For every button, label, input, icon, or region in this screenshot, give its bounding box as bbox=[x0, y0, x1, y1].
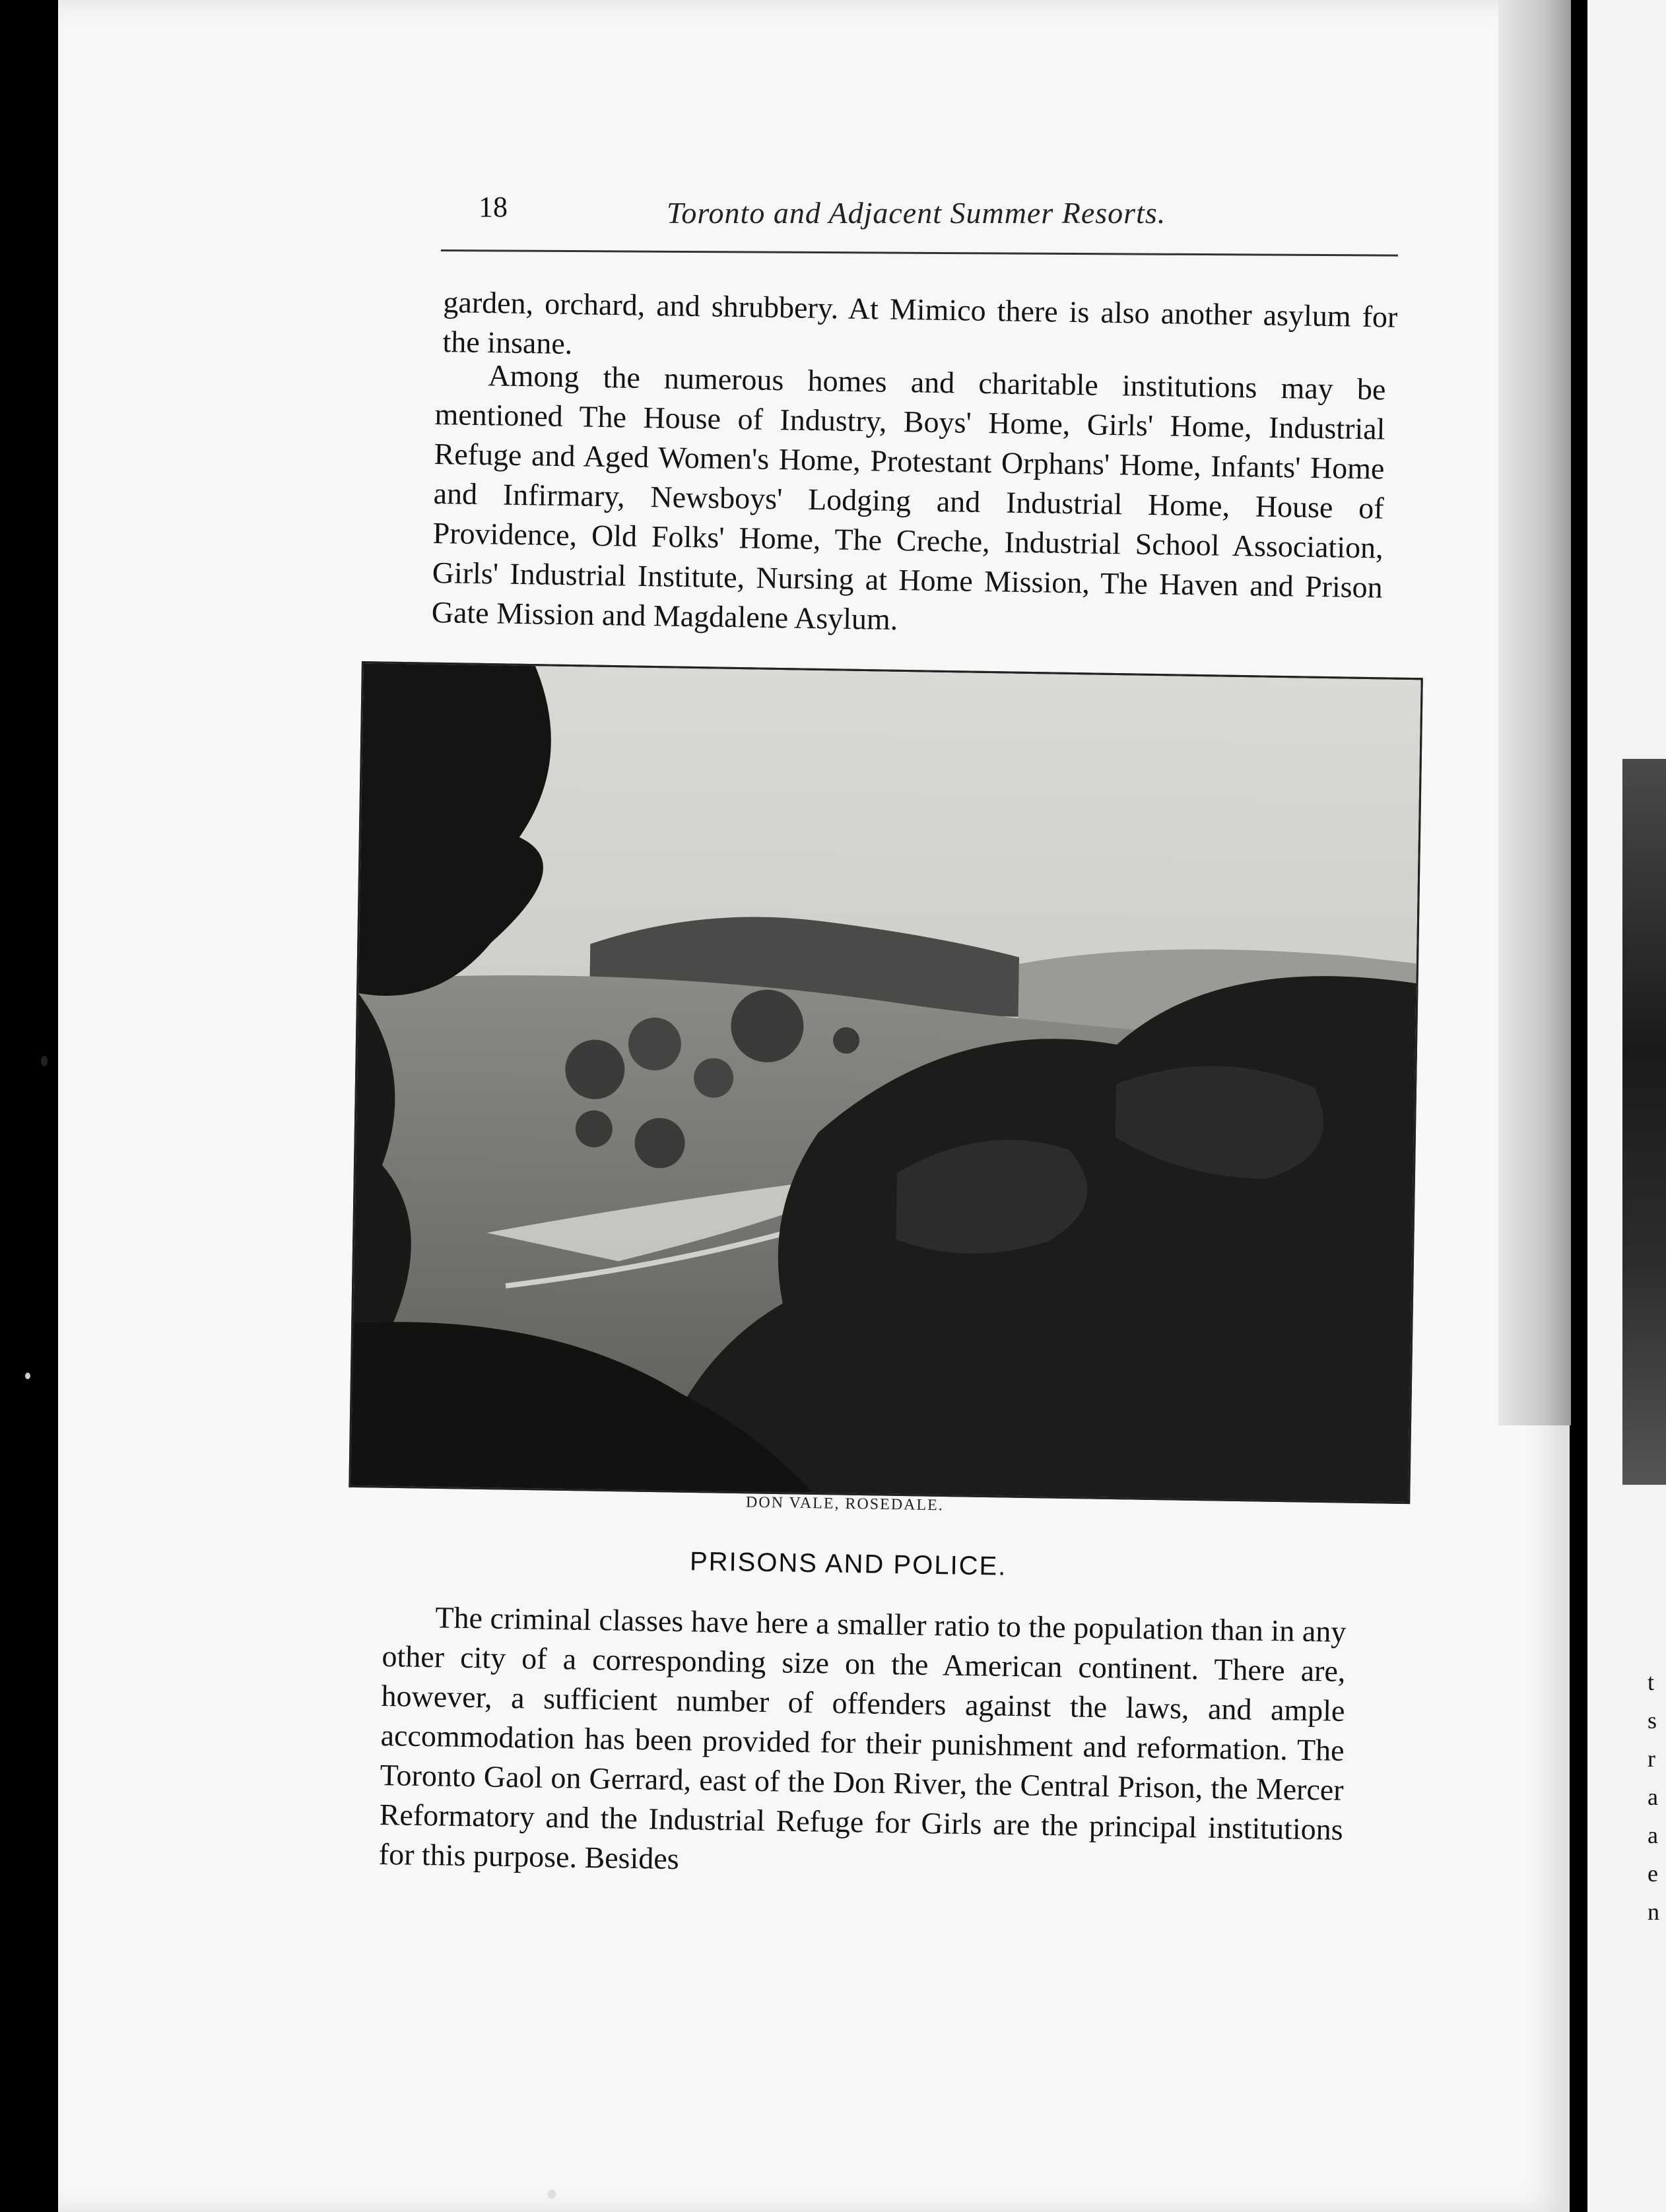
adjacent-letter: s bbox=[1648, 1707, 1657, 1734]
paragraph-2 bbox=[431, 355, 1385, 647]
adjacent-letter: e bbox=[1648, 1860, 1658, 1887]
paragraph-text: The criminal classes have here a smaller ratio to the population than in any other city of a corresponding size on the American continent. There are, however, a sufficient number of offenders against the laws, and ample accommodation has been provided for their punishment and reformation. The Toronto Gaol on Gerrard, east of the Don River, the Central Prison, the Mercer Reformatory and the Industrial Refuge for Girls are the principal institutions for this purpose. Besides bbox=[378, 1600, 1347, 1876]
adjacent-letter: a bbox=[1648, 1822, 1658, 1848]
page-number: 18 bbox=[479, 191, 508, 223]
adjacent-letter: t bbox=[1648, 1669, 1655, 1695]
adjacent-letter: a bbox=[1648, 1784, 1658, 1810]
adjacent-page-photo bbox=[1622, 759, 1666, 1485]
section-heading: PRISONS AND POLICE. bbox=[689, 1547, 1007, 1581]
scan-speck bbox=[548, 2190, 556, 2199]
photo-caption: DON VALE, ROSEDALE. bbox=[745, 1493, 944, 1514]
page-edge-shadow bbox=[1498, 0, 1571, 1425]
paragraph-3 bbox=[378, 1597, 1346, 1889]
running-head: Toronto and Adjacent Summer Resorts. bbox=[667, 196, 1166, 230]
page-header bbox=[479, 183, 1396, 230]
paragraph-text: Among the numerous homes and charitable institutions may be mentioned The House of Industry, Boys' Home, Girls' Home, Industrial Refuge and Aged Women's Home, Protestant Orphans' Home, Infants' Home and Infirmary, Newsboys' Lodging and Industrial Home, House of Providence, Old Folks' Home, The Creche, Industrial School Association, Girls' Industrial Institute, Nursing at Home Mission, The Haven and Prison Gate Mission and Magdalene Asylum. bbox=[431, 358, 1386, 637]
adjacent-letter: r bbox=[1648, 1745, 1655, 1772]
photograph-don-vale bbox=[349, 661, 1422, 1504]
scan-speck bbox=[25, 1373, 30, 1379]
scan-speck bbox=[41, 1056, 48, 1066]
adjacent-letter: n bbox=[1648, 1899, 1659, 1925]
landscape-photo bbox=[350, 663, 1420, 1502]
paragraph-text: garden, orchard, and shrubbery. At Mimico there is also another asylum for the insane. bbox=[442, 284, 1398, 361]
adjacent-page-text bbox=[1648, 1663, 1661, 1931]
